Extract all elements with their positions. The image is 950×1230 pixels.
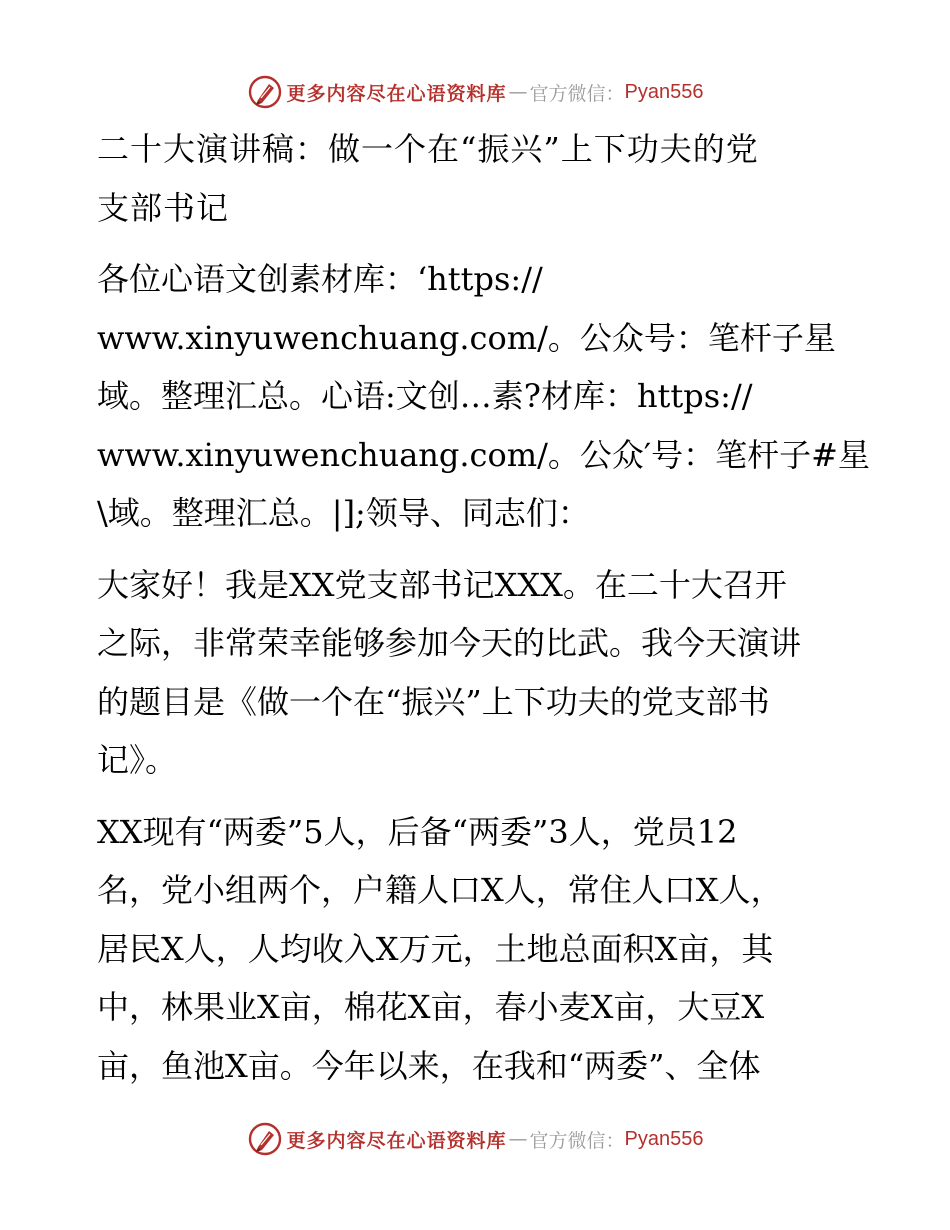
text-line: 域。整理汇总。心语:文创…素?材库：https:// — [97, 377, 753, 415]
watermark-dash: — — [508, 1128, 528, 1150]
text-line: 居民X人，人均收入X万元，土地总面积X亩，其 — [97, 929, 774, 968]
text-line: www.xinyuwenchuang.com/。公众′号：笔杆子#星 — [97, 435, 870, 474]
document-body — [97, 120, 870, 1108]
watermark-wechat-label: 官方微信： — [529, 1129, 625, 1152]
text-line: 名，党小组两个，户籍人口X人，常住人口X人， — [97, 871, 783, 909]
pen-nib-logo-icon — [247, 74, 283, 110]
paragraph-intro — [97, 556, 857, 790]
text-line: 支部书记 — [97, 188, 230, 227]
pen-nib-logo-icon — [247, 1121, 283, 1157]
paragraph-greeting — [97, 250, 870, 543]
text-line: 各位心语文创素材库：‘https:// — [97, 260, 543, 298]
watermark-wechat-label: 官方微信： — [529, 82, 625, 105]
text-line: 亩，鱼池X亩。今年以来，在我和“两委”、全体 — [97, 1046, 761, 1085]
watermark-slogan: 更多内容尽在心语资料库 — [286, 1129, 507, 1152]
footer-watermark — [0, 1117, 950, 1161]
text-line: \域。整理汇总。|];领导、同志们： — [97, 494, 590, 532]
text-line: 记》。 — [97, 741, 178, 779]
text-line: 之际，非常荣幸能够参加今天的比武。我今天演讲 — [97, 624, 802, 662]
text-line: 中，林果业X亩，棉花X亩，春小麦X亩，大豆X — [97, 988, 765, 1026]
text-line: 的题目是《做一个在“振兴”上下功夫的党支部书 — [97, 682, 770, 721]
text-line: 二十大演讲稿：做一个在“振兴”上下功夫的党 — [97, 130, 759, 168]
header-watermark — [0, 70, 950, 114]
watermark-wechat-id: Pyan556 — [624, 1127, 704, 1150]
watermark-wechat-id: Pyan556 — [624, 80, 704, 103]
text-line: 大家好！我是XX党支部书记XXX。在二十大召开 — [97, 565, 787, 604]
document-title — [97, 120, 857, 237]
paragraph-overview — [97, 803, 857, 1096]
text-line: www.xinyuwenchuang.com/。公众号：笔杆子星 — [97, 318, 836, 357]
watermark-dash: — — [508, 81, 528, 103]
watermark-slogan: 更多内容尽在心语资料库 — [286, 82, 507, 105]
text-line: XX现有“两委”5人，后备“两委”3人，党员12 — [97, 812, 738, 851]
